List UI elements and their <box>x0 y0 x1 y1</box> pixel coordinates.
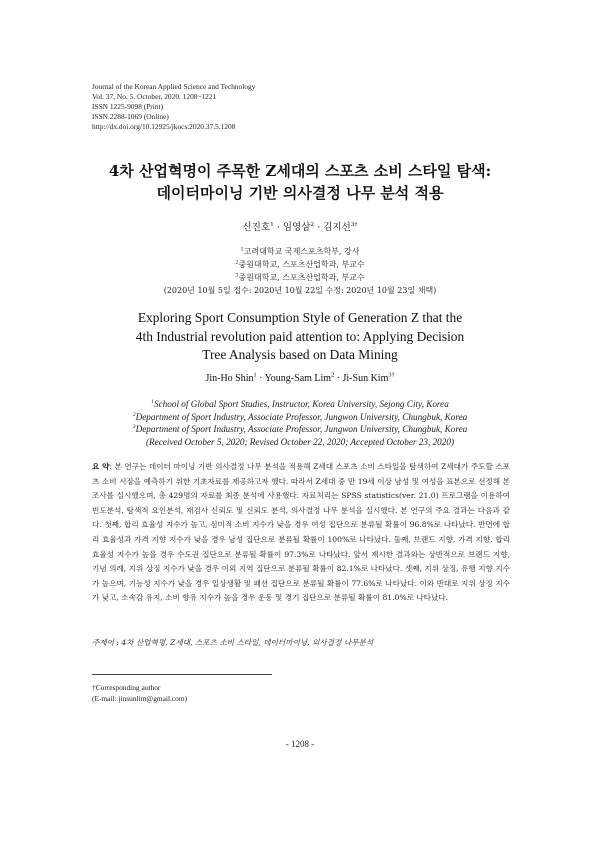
english-affiliations <box>0 398 600 449</box>
journal-name: Journal of the Korean Applied Science and Technology <box>92 82 256 91</box>
english-dates: (Received October 5, 2020; Revised October 22, 2020; Accepted October 23, 2020) <box>145 437 455 448</box>
korean-title-line-2: 데이터마이닝 기반 의사결정 나무 분석 적용 <box>156 184 444 202</box>
affiliation-line <box>0 245 600 258</box>
english-authors <box>0 373 600 384</box>
korean-title-line-1: 4차 산업혁명이 주목한 Z세대의 스포츠 소비 스타일 탐색: <box>108 162 492 180</box>
affiliation-text: Department of Sport Industry, Associate Professor, Jungwon University, Chungbuk, Korea <box>135 411 468 422</box>
affiliation-line <box>0 258 600 271</box>
affiliation-mark: 1 <box>151 398 154 405</box>
author-separator: · <box>256 373 265 384</box>
affiliation-mark: 3 <box>132 424 136 431</box>
english-title-line-1: Exploring Sport Consumption Style of Generation Z that the <box>137 310 463 325</box>
journal-doi: http://dx.doi.org/10.12925/jkocs.2020.37.5.1208 <box>92 122 236 132</box>
affiliation-text: School of Global Sport Studies, Instructor, Korea University, Sejong City, Korea <box>154 399 449 409</box>
journal-issn-print: ISSN 1225-9098 (Print) <box>92 102 164 112</box>
korean-affiliations <box>0 245 600 297</box>
page-number: - 1208 - <box>285 739 315 749</box>
affiliation-text: 중원대학교, 스포츠산업학과, 부교수 <box>238 260 365 269</box>
korean-authors <box>0 219 600 233</box>
english-title-line-2: 4th Industrial revolution paid attention to: Applying Decision <box>135 328 465 344</box>
affiliation-line <box>0 423 600 436</box>
affiliation-text: 중원대학교, 스포츠산업학과, 부교수 <box>238 273 365 282</box>
author-mark: 2 <box>310 221 315 228</box>
keywords: 주제어 : 4차 산업혁명, Z세대, 스포츠 소비 스타일, 데이터마이닝, 의사결정 나무분석 <box>92 638 374 647</box>
author-mark: 3† <box>350 221 358 228</box>
korean-dates: (2020년 10월 5일 접수: 2020년 10월 22일 수정: 2020년 10월 23일 채택) <box>163 286 437 295</box>
affiliation-line <box>0 271 600 284</box>
journal-volume: Vol. 37, No. 5. October, 2020. 1208~1221 <box>92 92 217 102</box>
author-separator: · <box>334 373 343 384</box>
author-name: Young-Sam Lim <box>264 373 332 384</box>
author-mark: 2 <box>331 371 335 379</box>
affiliation-line <box>0 411 600 424</box>
author-name: 임영삼 <box>282 222 311 233</box>
author-name: 신진호 <box>242 222 271 233</box>
corresponding-author: †Corresponding author <box>92 683 161 692</box>
abstract <box>92 460 510 606</box>
english-title <box>40 309 560 365</box>
author-name: Ji-Sun Kim <box>342 373 389 384</box>
author-separator: · <box>273 222 283 233</box>
english-title-line-3: Tree Analysis based on Data Mining <box>202 347 398 362</box>
author-mark: 1 <box>253 371 257 379</box>
affiliation-mark: 2 <box>132 411 136 418</box>
affiliation-mark: 2 <box>235 259 239 266</box>
corresponding-email: (E-mail: jinsunlim@gmail.com) <box>92 694 188 703</box>
author-name: Jin-Ho Shin <box>205 373 254 384</box>
footnote-divider <box>92 674 272 675</box>
korean-title <box>40 160 560 204</box>
affiliation-text: 고려대학교 국제스포츠학부, 강사 <box>243 247 360 256</box>
affiliation-mark: 3 <box>235 272 239 279</box>
author-mark: 3† <box>388 371 395 379</box>
author-separator: · <box>314 222 324 233</box>
abstract-body: : 본 연구는 데이터 마이닝 기반 의사결정 나무 분석을 적용해 Z세대 스포츠 소비 스타일을 탐색하여 Z세대가 주도할 스포츠 소비 시장을 예측하기 위한 기초자료를 제공하고자 했다. 따라서 Z세대 중 만 19세 이상 남성 및 여성을 표본으로 선정해 본 조사를 실시했으며, 총 429명의 자료를 최종 분석에 사용했다. 자료처리는 SPSS statistics(ver. 21.0) 프로그램을 이용하여 빈도분석, 탐색적 요인분석, 재검사 신뢰도 및 신뢰도 분석, 의사결정 나무 분석을 실시했다. 본 연구의 주요 결과는 다음과 같다. 첫째, 합리 효율성 지수가 높고, 심미적 소비 지수가 낮을 경우 여성 집단으로 분류될 확률이 96.8%로 나타났다. 반면에 합리 효율성과 가격 지향 지수가 낮을 경우 남성 집단으로 분류될 확률이 100%로 나타났다. 둘째, 브랜드 지향, 가격 지향, 합리 효율성 지수가 높을 경우 수도권 집단으로 분류될 확률이 97.3%로 나타났다. 앞서 제시한 결과와는 상반적으로 브랜드 지향, 기념 의례, 지위 상징 지수가 낮을 경우 이외 지역 집단으로 분류될 확률이 82.1%로 나타났다. 셋째, 지위 상징, 유행 지향 지수가 높으며, 기능성 지수가 낮을 경우 일상생활 및 패션 집단으로 분류될 확률이 77.6%로 나타났다. 이와 반대로 지위 상징 지수가 낮고, 소속감 유지, 소비 향유 지수가 높을 경우 운동 및 경기 집단으로 분류될 확률이 81.0%로 나타났다. <box>92 462 510 603</box>
author-name: 김지선 <box>323 222 351 233</box>
author-mark: 1 <box>270 221 274 228</box>
affiliation-text: Department of Sport Industry, Associate Professor, Jungwon University, Chungbuk, Korea <box>135 424 468 435</box>
affiliation-line <box>0 398 600 411</box>
affiliation-mark: 1 <box>240 246 244 253</box>
abstract-label: 요 약 <box>92 462 110 471</box>
journal-issn-online: ISSN 2288-1069 (Online) <box>92 112 169 122</box>
footnote <box>92 682 187 704</box>
journal-header <box>92 82 255 132</box>
